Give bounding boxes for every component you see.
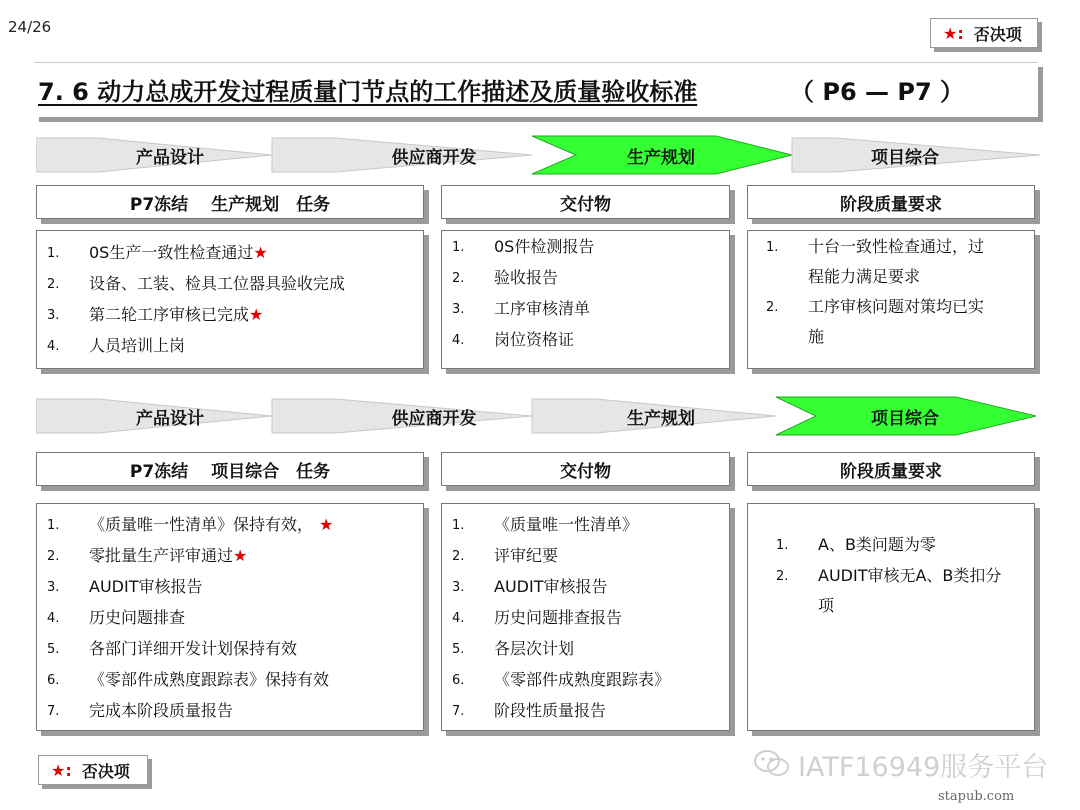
list-item: 6. 《零部件成熟度跟踪表》保持有效: [47, 670, 330, 689]
deliverables-box-1: [441, 230, 730, 369]
star-icon: ★: [233, 546, 248, 565]
list-item: 2. 工序审核问题对策均已实 施: [766, 297, 985, 346]
list-item: 3. AUDIT审核报告: [452, 577, 608, 596]
tasks-header-1: P7冻结 生产规划 任务: [36, 185, 424, 219]
quality-box-1: [747, 230, 1035, 369]
deliverables-box-2: [441, 503, 730, 731]
tasks-list-1: [47, 238, 423, 362]
list-item: 1. 《质量唯一性清单》保持有效， ★: [47, 510, 423, 541]
star-icon: ★:: [943, 23, 964, 43]
watermark: IATF16949服务平台: [798, 752, 1049, 783]
list-item: 4. 岗位资格证: [452, 330, 575, 349]
list-item: 1. 十台一致性检查通过，过 程能力满足要求: [766, 237, 985, 286]
stage-label-project-integration: 项目综合: [871, 409, 939, 429]
tasks-box-1: [36, 230, 424, 369]
list-item: 5. 各层次计划: [452, 639, 575, 658]
list-item: 3. 第二轮工序审核已完成 ★: [47, 300, 423, 331]
quality-header-2: 阶段质量要求: [747, 452, 1035, 486]
stage-label-supplier-dev: 供应商开发: [391, 409, 477, 429]
stage-label-supplier-dev: 供应商开发: [391, 148, 477, 168]
list-item: 5. 各部门详细开发计划保持有效: [47, 639, 298, 658]
legend-veto: [930, 18, 1038, 48]
list-item: 1. 0S生产一致性检查通过 ★: [47, 238, 423, 269]
quality-header-1: 阶段质量要求: [747, 185, 1035, 219]
list-item: 7. 阶段性质量报告: [452, 701, 607, 720]
list-item: 2. 评审纪要: [452, 546, 559, 565]
page-title: 7. 6 动力总成开发过程质量门节点的工作描述及质量验收标准: [38, 78, 698, 106]
tasks-box-2: [36, 503, 424, 731]
stage-label-production-planning: 生产规划: [627, 148, 695, 168]
list-item: 2. 设备、工装、检具工位器具验收完成: [47, 274, 346, 293]
star-icon: ★: [253, 243, 268, 262]
deliverables-header-1: 交付物: [441, 185, 730, 219]
list-item: 7. 完成本阶段质量报告: [47, 701, 234, 720]
list-item: 4. 历史问题排查: [47, 608, 186, 627]
list-item: 2. AUDIT审核无A、B类扣分 项: [776, 566, 1002, 615]
list-item: 4. 人员培训上岗: [47, 336, 186, 355]
legend-label: 否决项: [973, 24, 1022, 44]
quality-list-1: [766, 232, 1034, 352]
stage-label-product-design: 产品设计: [136, 148, 204, 168]
list-item: 2. 零批量生产评审通过 ★: [47, 541, 423, 572]
stage-label-product-design: 产品设计: [136, 409, 204, 429]
star-icon: ★: [249, 305, 264, 324]
list-item: 1. A、B类问题为零: [776, 535, 936, 554]
title-range: （ P6 — P7 ）: [790, 78, 964, 106]
tasks-header-2: P7冻结 项目综合 任务: [36, 452, 424, 486]
deliverables-list-2: [452, 510, 729, 727]
list-item: 1. 0S件检测报告: [452, 237, 595, 256]
site-url: stapub.com: [938, 789, 1015, 804]
deliverables-list-1: [452, 232, 729, 356]
quality-list-2: [776, 530, 1034, 621]
legend-label: 否决项: [81, 761, 130, 781]
deliverables-header-2: 交付物: [441, 452, 730, 486]
list-item: 4. 历史问题排查报告: [452, 608, 623, 627]
list-item: 1. 《质量唯一性清单》: [452, 515, 639, 534]
star-icon: ★:: [51, 760, 72, 780]
list-item: 3. 工序审核清单: [452, 299, 591, 318]
star-icon: ★: [319, 515, 334, 534]
page-number: 24/26: [8, 18, 52, 36]
legend-veto-bottom: [38, 755, 148, 785]
list-item: 6. 《零部件成熟度跟踪表》: [452, 670, 671, 689]
wechat-icon: [752, 748, 792, 778]
list-item: 2. 验收报告: [452, 268, 559, 287]
quality-box-2: [747, 503, 1035, 731]
stage-label-project-integration: 项目综合: [871, 148, 939, 168]
stage-label-production-planning: 生产规划: [627, 409, 695, 429]
tasks-list-2: [47, 510, 423, 727]
list-item: 3. AUDIT审核报告: [47, 577, 203, 596]
